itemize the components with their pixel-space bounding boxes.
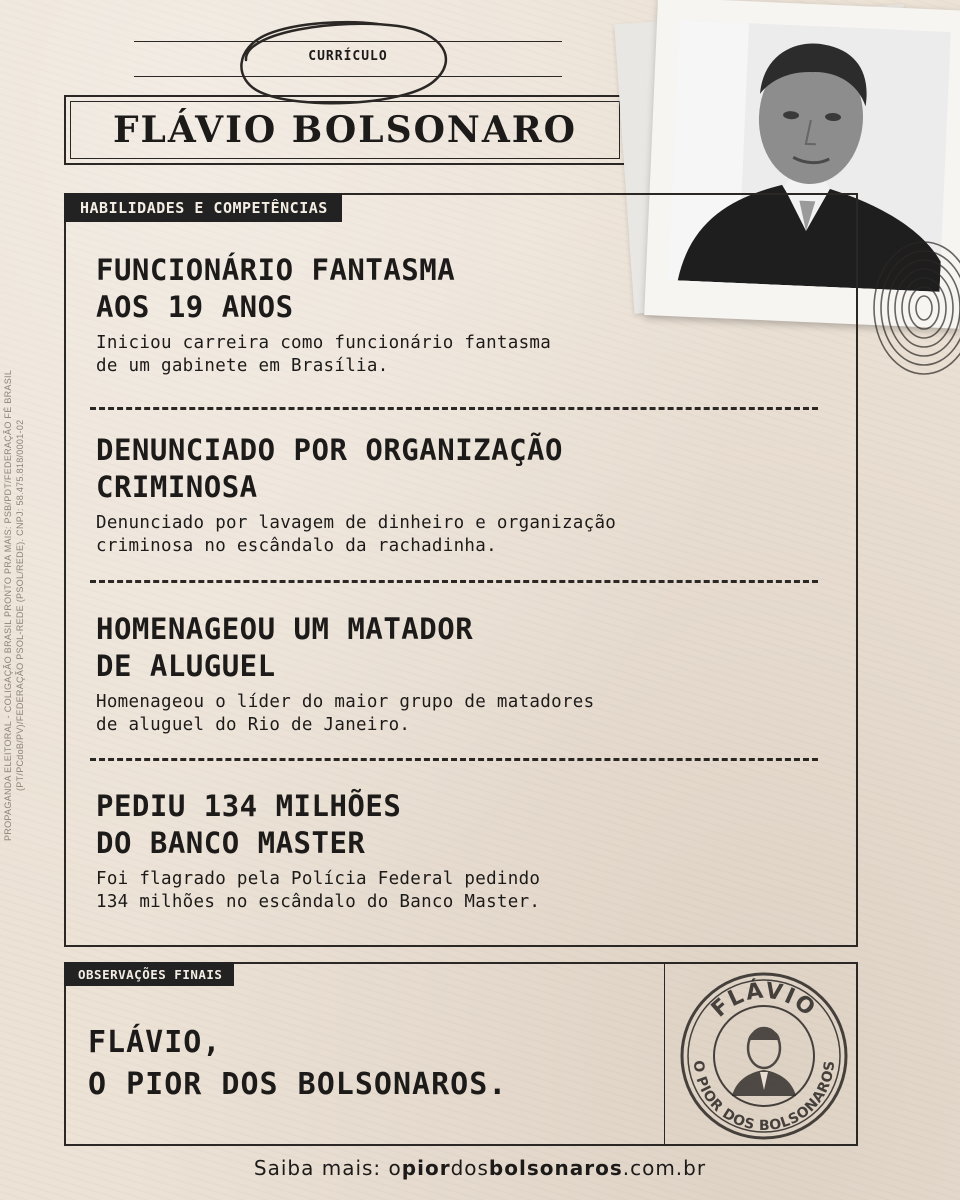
candidate-name: FLÁVIO BOLSONARO [112, 109, 578, 151]
skill-item-title: FUNCIONÁRIO FANTASMA AOS 19 ANOS [96, 253, 456, 324]
skills-section-tag: HABILIDADES E COMPETÊNCIAS [64, 193, 342, 222]
final-observations-divider [664, 962, 665, 1146]
legal-disclaimer: PROPAGANDA ELEITORAL - COLIGAÇÃO BRASIL PRONTO PRA MAIS: PSB/PDT/FEDERAÇÃO FÉ BRASIL (PT/PCdoB/PV)/FEDERAÇÃO PSOL-REDE (PSOL/REDE). CNPJ: 58.475.818/0001-02 [3, 369, 25, 841]
skill-item-description: Denunciado por lavagem de dinheiro e organização criminosa no escândalo da rachadinha. [96, 513, 617, 556]
skill-item-description: Homenageou o líder do maior grupo de matadores de aluguel do Rio de Janeiro. [96, 692, 595, 735]
skill-item-title: HOMENAGEOU UM MATADOR DE ALUGUEL [96, 612, 474, 683]
svg-text:O PIOR DOS BOLSONAROS: O PIOR DOS BOLSONAROS [689, 1059, 839, 1135]
footer-link[interactable]: Saiba mais: opiordosbolsonaros.com.br [253, 1156, 707, 1180]
skill-item-description: Iniciou carreira como funcionário fantasma de um gabinete em Brasília. [96, 333, 552, 376]
skill-item-4 [96, 788, 826, 914]
resume-label: CURRÍCULO [308, 49, 388, 64]
dashed-divider [90, 580, 818, 583]
svg-text:FLÁVIO: FLÁVIO [706, 978, 821, 1023]
name-box [64, 95, 626, 165]
skill-item-title: DENUNCIADO POR ORGANIZAÇÃO CRIMINOSA [96, 433, 563, 504]
stamp-seal-icon [676, 968, 852, 1144]
skill-item-title: PEDIU 134 MILHÕES DO BANCO MASTER [96, 789, 402, 860]
skill-item-2 [96, 432, 826, 558]
final-observation-text: FLÁVIO, O PIOR DOS BOLSONAROS. [88, 1025, 508, 1102]
dashed-divider [90, 407, 818, 410]
dashed-divider [90, 758, 818, 761]
skill-item-1 [96, 252, 826, 378]
fingerprint-icon [872, 238, 960, 378]
skill-item-description: Foi flagrado pela Polícia Federal pedindo 134 milhões no escândalo do Banco Master. [96, 869, 541, 912]
final-observations-tag: OBSERVAÇÕES FINAIS [64, 962, 234, 986]
skill-item-3 [96, 611, 826, 737]
